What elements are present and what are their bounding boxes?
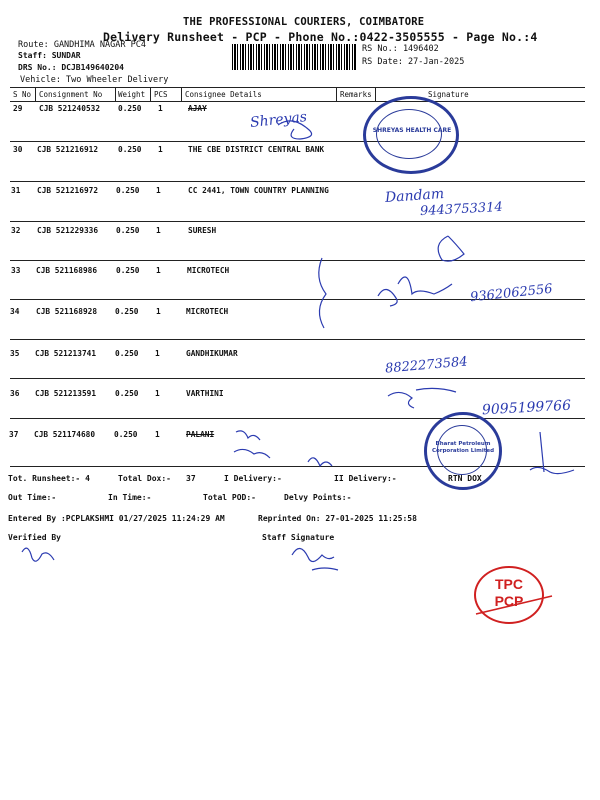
weight-cell: 0.250 bbox=[115, 389, 139, 398]
i-delivery: I Delivery:- bbox=[224, 474, 282, 483]
consignment-cell: CJB 521240532 bbox=[39, 104, 101, 113]
vehicle-label: Vehicle: Two Wheeler Delivery bbox=[20, 75, 169, 85]
drs-number: DRS No.: DCJB149640204 bbox=[18, 63, 124, 72]
sno-cell: 33 bbox=[11, 266, 21, 275]
tot-runsheet: Tot. Runsheet:- 4 bbox=[8, 474, 90, 483]
consignee-cell: GANDHIKUMAR bbox=[186, 349, 238, 358]
pcs-cell: 1 bbox=[155, 430, 160, 439]
pcs-cell: 1 bbox=[156, 307, 161, 316]
consignment-cell: CJB 521216912 bbox=[37, 145, 99, 154]
handwritten-phone: 8822273584 bbox=[384, 354, 469, 377]
rs-date: RS Date: 27-Jan-2025 bbox=[362, 57, 465, 67]
out-time: Out Time:- bbox=[8, 493, 57, 502]
weight-cell: 0.250 bbox=[118, 145, 142, 154]
weight-cell: 0.250 bbox=[118, 104, 142, 113]
handwritten-phone: 9362062556 bbox=[469, 281, 554, 306]
consignment-cell: CJB 521213741 bbox=[35, 349, 97, 358]
col-header-weight: Weight bbox=[118, 90, 146, 99]
col-header-sno: S No bbox=[13, 90, 32, 99]
sno-cell: 32 bbox=[11, 226, 21, 235]
consignee-cell: MICROTECH bbox=[187, 266, 230, 275]
sno-cell: 29 bbox=[13, 104, 23, 113]
weight-cell: 0.250 bbox=[116, 186, 140, 195]
sno-cell: 36 bbox=[10, 389, 20, 398]
delvy-points: Delvy Points:- bbox=[284, 493, 352, 502]
total-dox-value: 37 bbox=[186, 474, 196, 483]
staff-signature: Staff Signature bbox=[262, 533, 335, 542]
consignee-cell: THE CBE DISTRICT CENTRAL BANK bbox=[188, 145, 325, 154]
company-title: THE PROFESSIONAL COURIERS, COIMBATORE bbox=[183, 16, 425, 28]
total-pod: Total POD:- bbox=[203, 493, 256, 502]
sno-cell: 37 bbox=[9, 430, 19, 439]
pcp-label: PCP bbox=[494, 593, 524, 609]
consignment-cell: CJB 521213591 bbox=[35, 389, 97, 398]
weight-cell: 0.250 bbox=[115, 349, 139, 358]
reprinted-on: Reprinted On: 27-01-2025 11:25:58 bbox=[258, 514, 417, 523]
rs-number: RS No.: 1496402 bbox=[362, 44, 439, 54]
runsheet-title: Delivery Runsheet - PCP - Phone No.:0422-3505555 - Page No.:4 bbox=[103, 30, 538, 44]
entered-by: Entered By :PCPLAKSHMI 01/27/2025 11:24:29 AM bbox=[8, 514, 225, 523]
total-dox-label: Total Dox:- bbox=[118, 474, 171, 483]
pcs-cell: 1 bbox=[156, 266, 161, 275]
handwritten-phone: 9095199766 bbox=[481, 397, 572, 419]
rtn-dox: RTN DOX bbox=[448, 474, 482, 483]
staff-label: Staff: SUNDAR bbox=[18, 51, 81, 60]
sno-cell: 30 bbox=[13, 145, 23, 154]
consignment-cell: CJB 521216972 bbox=[37, 186, 99, 195]
col-header-pcs: PCS bbox=[154, 90, 168, 99]
col-header-consignee: Consignee Details bbox=[185, 90, 262, 99]
pcs-cell: 1 bbox=[155, 389, 160, 398]
weight-cell: 0.250 bbox=[116, 226, 140, 235]
in-time: In Time:- bbox=[108, 493, 152, 502]
tpc-label: TPC bbox=[495, 576, 523, 592]
pcs-cell: 1 bbox=[158, 145, 163, 154]
consignee-cell: AJAY bbox=[188, 104, 207, 113]
col-header-remarks: Remarks bbox=[340, 90, 372, 99]
handwritten-phone: 9443753314 bbox=[419, 199, 504, 220]
col-header-consignment: Consignment No bbox=[39, 90, 103, 99]
consignment-cell: CJB 521168928 bbox=[36, 307, 98, 316]
sno-cell: 31 bbox=[11, 186, 21, 195]
col-header-signature: Signature bbox=[428, 90, 469, 99]
consignee-cell: SURESH bbox=[188, 226, 217, 235]
consignee-cell: CC 2441, TOWN COUNTRY PLANNING bbox=[188, 186, 329, 195]
weight-cell: 0.250 bbox=[114, 430, 138, 439]
pcs-cell: 1 bbox=[155, 349, 160, 358]
weight-cell: 0.250 bbox=[116, 266, 140, 275]
sno-cell: 34 bbox=[10, 307, 20, 316]
pcs-cell: 1 bbox=[156, 186, 161, 195]
sno-cell: 35 bbox=[10, 349, 20, 358]
route-label: Route: GANDHIMA NAGAR PC4 bbox=[18, 40, 146, 50]
consignee-cell: MICROTECH bbox=[186, 307, 229, 316]
pcs-cell: 1 bbox=[156, 226, 161, 235]
seal-text: SHREYAS HEALTH CARE bbox=[372, 127, 452, 134]
consignment-cell: CJB 521229336 bbox=[37, 226, 99, 235]
weight-cell: 0.250 bbox=[115, 307, 139, 316]
pcs-cell: 1 bbox=[158, 104, 163, 113]
consignment-cell: CJB 521174680 bbox=[34, 430, 96, 439]
consignment-cell: CJB 521168986 bbox=[36, 266, 98, 275]
ii-delivery: II Delivery:- bbox=[334, 474, 397, 483]
bharat-petroleum-text: Bharat Petroleum Corporation Limited bbox=[431, 441, 495, 454]
handwritten-signature: Shreyas bbox=[249, 109, 308, 131]
consignee-cell: VARTHINI bbox=[186, 389, 224, 398]
handwritten-signature: Dandam bbox=[384, 185, 445, 207]
consignee-cell: PALANI bbox=[186, 430, 215, 439]
verified-by: Verified By bbox=[8, 533, 61, 542]
